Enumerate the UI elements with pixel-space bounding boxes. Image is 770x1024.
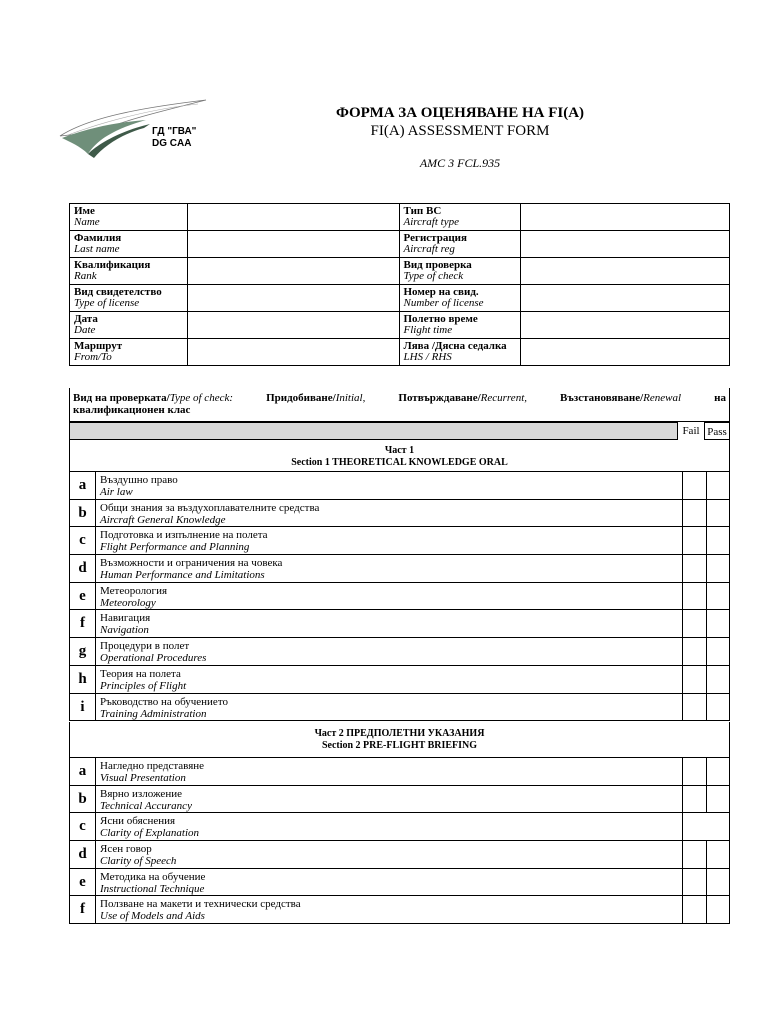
assessment-row <box>70 758 729 786</box>
form-reference: AMC 3 FCL.935 <box>419 156 501 170</box>
candidate-info-table <box>69 203 730 366</box>
fail-cell[interactable] <box>682 841 706 868</box>
item-letter: b <box>70 786 96 813</box>
fail-cell[interactable] <box>682 527 706 554</box>
assessment-row <box>70 896 729 924</box>
info-value-right[interactable] <box>521 204 730 231</box>
pass-cell[interactable] <box>706 694 730 721</box>
assessment-row <box>70 869 729 897</box>
assessment-row <box>70 841 729 869</box>
info-value-left[interactable] <box>187 258 399 285</box>
pass-cell[interactable] <box>706 555 730 582</box>
item-letter: i <box>70 694 96 721</box>
item-label: Общи знания за въздухоплавателните средства Aircraft General Knowledge <box>100 501 320 526</box>
info-row <box>70 312 730 339</box>
check-type-tail: на <box>714 392 726 404</box>
section2-items <box>69 758 730 924</box>
item-label: Процедури в полет Operational Procedures <box>100 640 207 665</box>
info-value-left[interactable] <box>187 285 399 312</box>
info-label-right: Номер на свид. Number of license <box>399 285 521 312</box>
fail-cell[interactable] <box>682 666 706 693</box>
assessment-row <box>70 638 729 666</box>
section1-title-bg: Част 1 <box>384 445 415 456</box>
form-title-block <box>300 104 620 171</box>
item-letter: h <box>70 666 96 693</box>
item-label: Методика на обучение Instructional Technique <box>100 870 206 895</box>
info-value-left[interactable] <box>187 204 399 231</box>
fail-cell[interactable] <box>682 896 706 923</box>
assessment-row <box>70 527 729 555</box>
pass-cell[interactable] <box>706 841 730 868</box>
logo-text <box>152 126 196 150</box>
assessment-row <box>70 500 729 528</box>
info-row <box>70 339 730 366</box>
section1-items <box>69 472 730 721</box>
info-label-right: Лява /Дясна седалка LHS / RHS <box>399 339 521 366</box>
fail-cell[interactable] <box>682 610 706 637</box>
info-row <box>70 285 730 312</box>
form-title-bg: ФОРМА ЗА ОЦЕНЯВАНЕ НА FI(A) <box>335 105 585 121</box>
item-label: Метеорология Meteorology <box>100 584 168 609</box>
info-row <box>70 258 730 285</box>
info-row <box>70 204 730 231</box>
pass-cell[interactable] <box>706 583 730 610</box>
item-letter: d <box>70 555 96 582</box>
item-label: Теория на полета Principles of Flight <box>100 667 187 692</box>
pass-cell[interactable] <box>706 638 730 665</box>
fail-cell[interactable] <box>682 694 706 721</box>
pass-cell[interactable] <box>706 472 730 499</box>
item-label: Ползване на макети и технически средства Use of Models and Aids <box>100 898 301 923</box>
info-label-left: Фамилия Last name <box>70 231 188 258</box>
info-value-left[interactable] <box>187 231 399 258</box>
fail-cell[interactable] <box>682 500 706 527</box>
form-title-en: FI(A) ASSESSMENT FORM <box>370 123 550 139</box>
assessment-row <box>70 472 729 500</box>
item-letter: e <box>70 869 96 896</box>
pass-cell[interactable] <box>706 527 730 554</box>
fail-cell[interactable] <box>682 758 706 785</box>
item-letter: a <box>70 472 96 499</box>
item-label: Навигация Navigation <box>100 612 151 637</box>
assessment-row <box>70 813 729 841</box>
pass-cell[interactable] <box>706 666 730 693</box>
fail-cell[interactable] <box>682 472 706 499</box>
info-label-left: Вид свидетелство Type of license <box>70 285 188 312</box>
section2-header <box>69 722 730 758</box>
fail-cell[interactable] <box>682 638 706 665</box>
item-label: Подготовка и изпълнение на полета Flight Performance and Planning <box>100 529 268 554</box>
assessment-row <box>70 666 729 694</box>
pass-cell[interactable] <box>706 758 730 785</box>
section1-title-en: Section 1 THEORETICAL KNOWLEDGE ORAL <box>291 457 508 468</box>
item-letter: d <box>70 841 96 868</box>
item-label: Ясни обяснения Clarity of Explanation <box>100 815 199 840</box>
section2-title-en: Section 2 PRE-FLIGHT BRIEFING <box>321 740 478 751</box>
item-letter: f <box>70 610 96 637</box>
item-letter: e <box>70 583 96 610</box>
info-label-left: Квалификация Rank <box>70 258 188 285</box>
assessment-row <box>70 583 729 611</box>
logo-line-en: DG CAA <box>152 138 192 149</box>
info-label-right: Регистрация Aircraft reg <box>399 231 521 258</box>
item-label: Вярно изложение Technical Accurancy <box>100 787 192 812</box>
assessment-row <box>70 610 729 638</box>
item-label: Ясен говор Clarity of Speech <box>100 843 177 868</box>
check-type-line2: квалификационен клас <box>73 404 191 416</box>
fail-cell[interactable] <box>682 583 706 610</box>
pass-cell[interactable] <box>706 500 730 527</box>
pass-cell[interactable] <box>706 896 730 923</box>
item-letter: b <box>70 500 96 527</box>
fail-cell[interactable] <box>682 786 706 813</box>
column-header-bar <box>69 422 730 440</box>
info-value-left[interactable] <box>187 312 399 339</box>
fail-cell[interactable] <box>682 555 706 582</box>
check-option-initial[interactable]: Придобиване/Initial, <box>266 392 366 404</box>
item-letter: g <box>70 638 96 665</box>
info-label-left: Маршрут From/To <box>70 339 188 366</box>
section2-title-bg: Част 2 ПРЕДПОЛЕТНИ УКАЗАНИЯ <box>314 728 485 739</box>
info-label-left: Име Name <box>70 204 188 231</box>
info-label-left: Дата Date <box>70 312 188 339</box>
item-label: Въздушно право Air law <box>100 474 178 498</box>
pass-column-header: Pass <box>704 422 730 440</box>
assessment-row <box>70 555 729 583</box>
item-letter: c <box>70 813 96 840</box>
check-option-recurrent[interactable]: Потвърждаване/Recurrent, <box>398 392 527 404</box>
section1-header <box>69 440 730 472</box>
assessment-row <box>70 694 729 722</box>
check-type-row <box>69 388 730 422</box>
item-label: Възможности и ограничения на човека Human Performance and Limitations <box>100 557 283 582</box>
pass-cell[interactable] <box>706 869 730 896</box>
item-letter: c <box>70 527 96 554</box>
info-label-right: Тип ВС Aircraft type <box>399 204 521 231</box>
combined-result-cell[interactable] <box>682 813 730 840</box>
check-type-label: Вид на проверката/Type of check: <box>73 392 234 404</box>
fail-column-header: Fail <box>677 422 704 440</box>
assessment-row <box>70 786 729 814</box>
item-letter: a <box>70 758 96 785</box>
info-value-left[interactable] <box>187 339 399 366</box>
info-value-right[interactable] <box>521 339 730 366</box>
info-value-right[interactable] <box>521 258 730 285</box>
fail-cell[interactable] <box>682 869 706 896</box>
info-label-right: Вид проверка Type of check <box>399 258 521 285</box>
logo-line-bg: ГД "ГВА" <box>152 126 197 137</box>
item-label: Ръководство на обучението Training Administration <box>100 695 228 720</box>
check-option-renewal[interactable]: Възстановяване/Renewal <box>560 392 682 404</box>
pass-cell[interactable] <box>706 786 730 813</box>
info-value-right[interactable] <box>521 312 730 339</box>
info-row <box>70 231 730 258</box>
item-letter: f <box>70 896 96 923</box>
info-value-right[interactable] <box>521 285 730 312</box>
info-label-right: Полетно време Flight time <box>399 312 521 339</box>
pass-cell[interactable] <box>706 610 730 637</box>
info-value-right[interactable] <box>521 231 730 258</box>
item-label: Нагледно представяне Visual Presentation <box>100 760 205 784</box>
